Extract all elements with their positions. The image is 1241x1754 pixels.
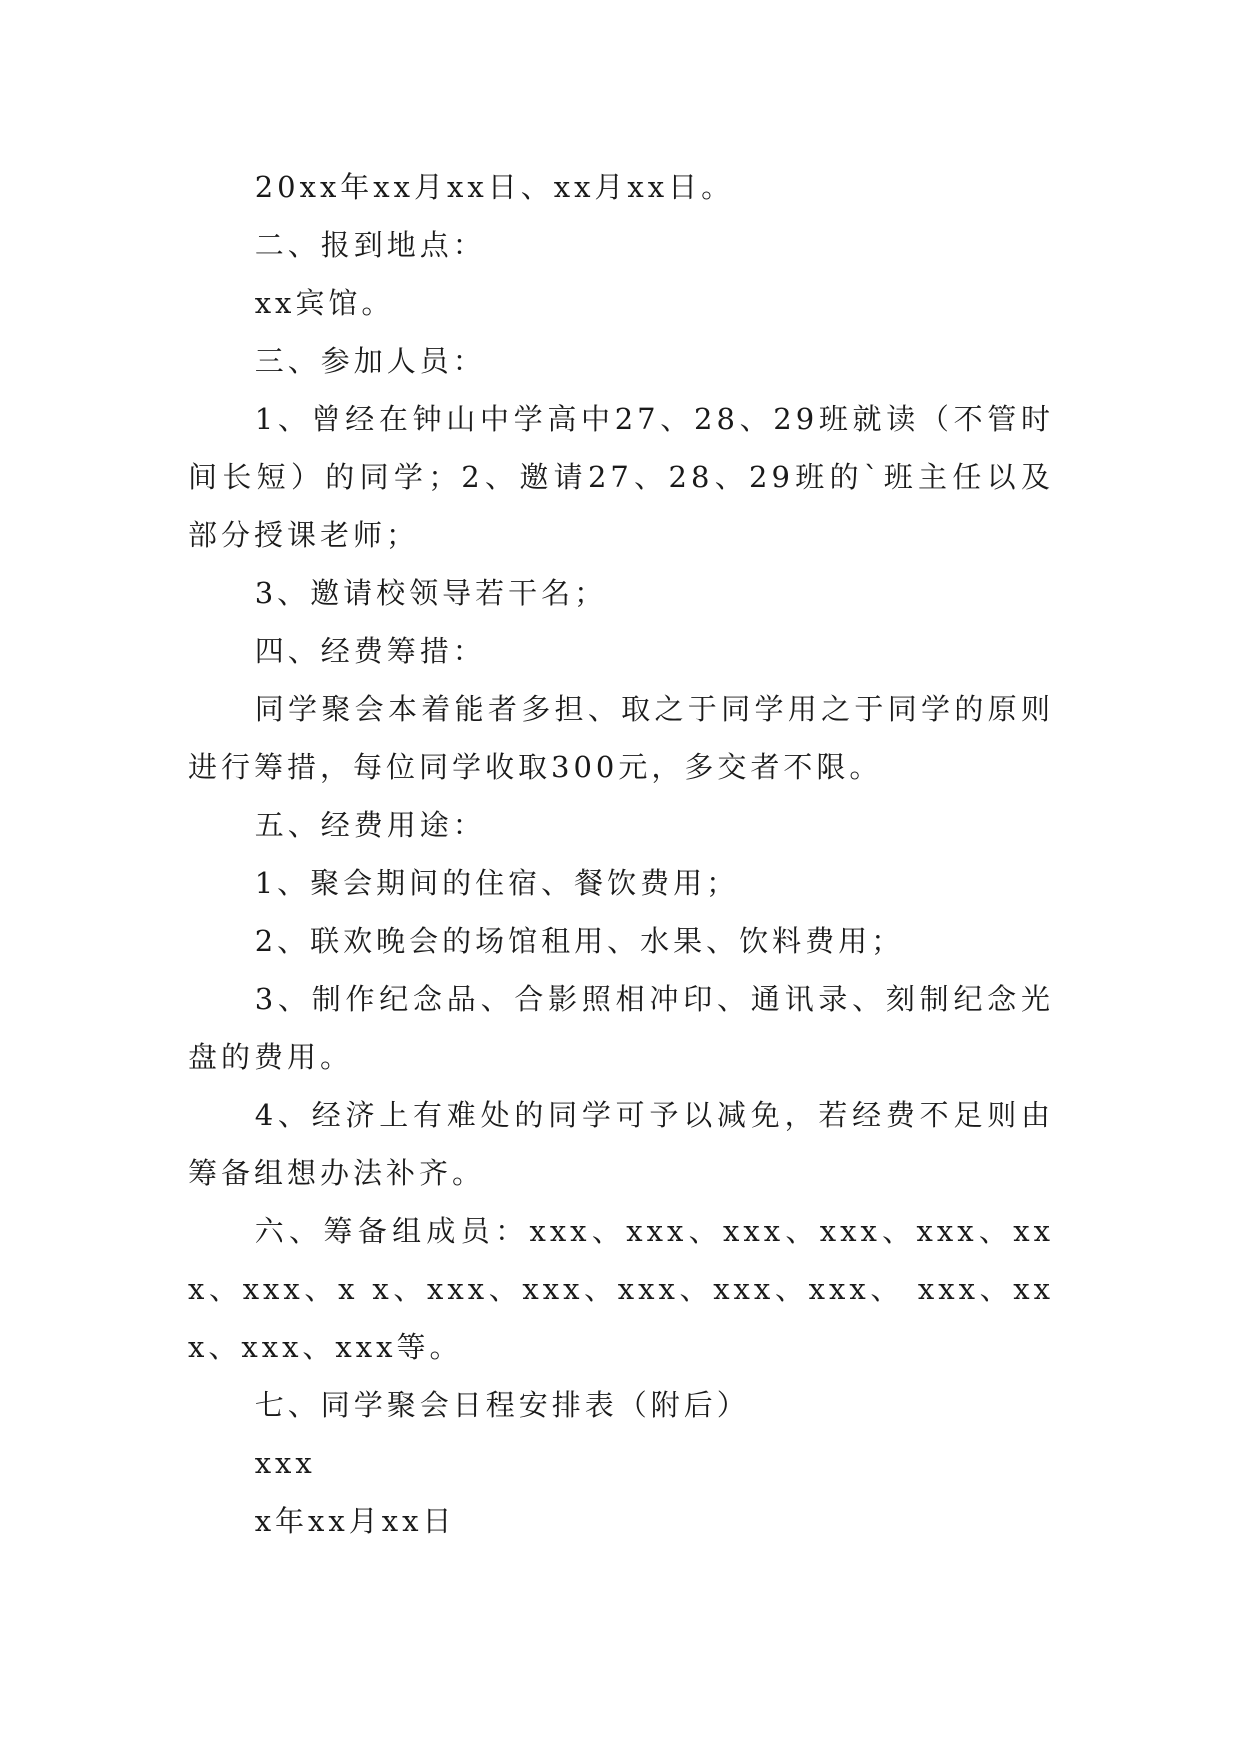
section-participants-heading: 三、参加人员： [254, 344, 486, 378]
section-registration-location-heading: 二、报到地点： [254, 228, 486, 262]
committee-members-paragraph: 六、筹备组成员：xxx、xxx、xxx、xxx、xxx、xxx、xxx、x x、xxx、xxx、xxx、xxx、xxx、 xxx、xxx、xxx、xxx等。 [188, 1214, 1054, 1364]
section-fund-usage-heading: 五、经费用途： [254, 808, 486, 842]
section-funding-heading: 四、经费筹措： [254, 634, 486, 668]
usage-souvenirs-paragraph: 3、制作纪念品、合影照相冲印、通讯录、刻制纪念光盘的费用。 [188, 982, 1054, 1074]
document-body [188, 158, 1054, 1550]
funding-paragraph: 同学聚会本着能者多担、取之于同学用之于同学的原则进行筹措，每位同学收取300元，多交者不限。 [188, 692, 1054, 784]
usage-accommodation-paragraph: 1、聚会期间的住宿、餐饮费用； [254, 866, 740, 900]
usage-exemption-paragraph: 4、经济上有难处的同学可予以减免，若经费不足则由筹备组想办法补齐。 [188, 1098, 1054, 1190]
registration-location-paragraph: xx宾馆。 [254, 286, 395, 320]
invite-school-leaders-paragraph: 3、邀请校领导若干名； [254, 576, 608, 610]
usage-party-paragraph: 2、联欢晚会的场馆租用、水果、饮料费用； [254, 924, 905, 958]
meeting-dates-paragraph: 20xx年xx月xx日、xx月xx日。 [254, 170, 735, 204]
section-schedule-heading: 七、同学聚会日程安排表（附后） [254, 1388, 750, 1422]
signature-name: xxx [254, 1446, 316, 1480]
participants-paragraph: 1、曾经在钟山中学高中27、28、29班就读（不管时间长短）的同学；2、邀请27、28、29班的`班主任以及部分授课老师； [188, 402, 1054, 552]
signature-date: x年xx月xx日 [254, 1504, 456, 1538]
